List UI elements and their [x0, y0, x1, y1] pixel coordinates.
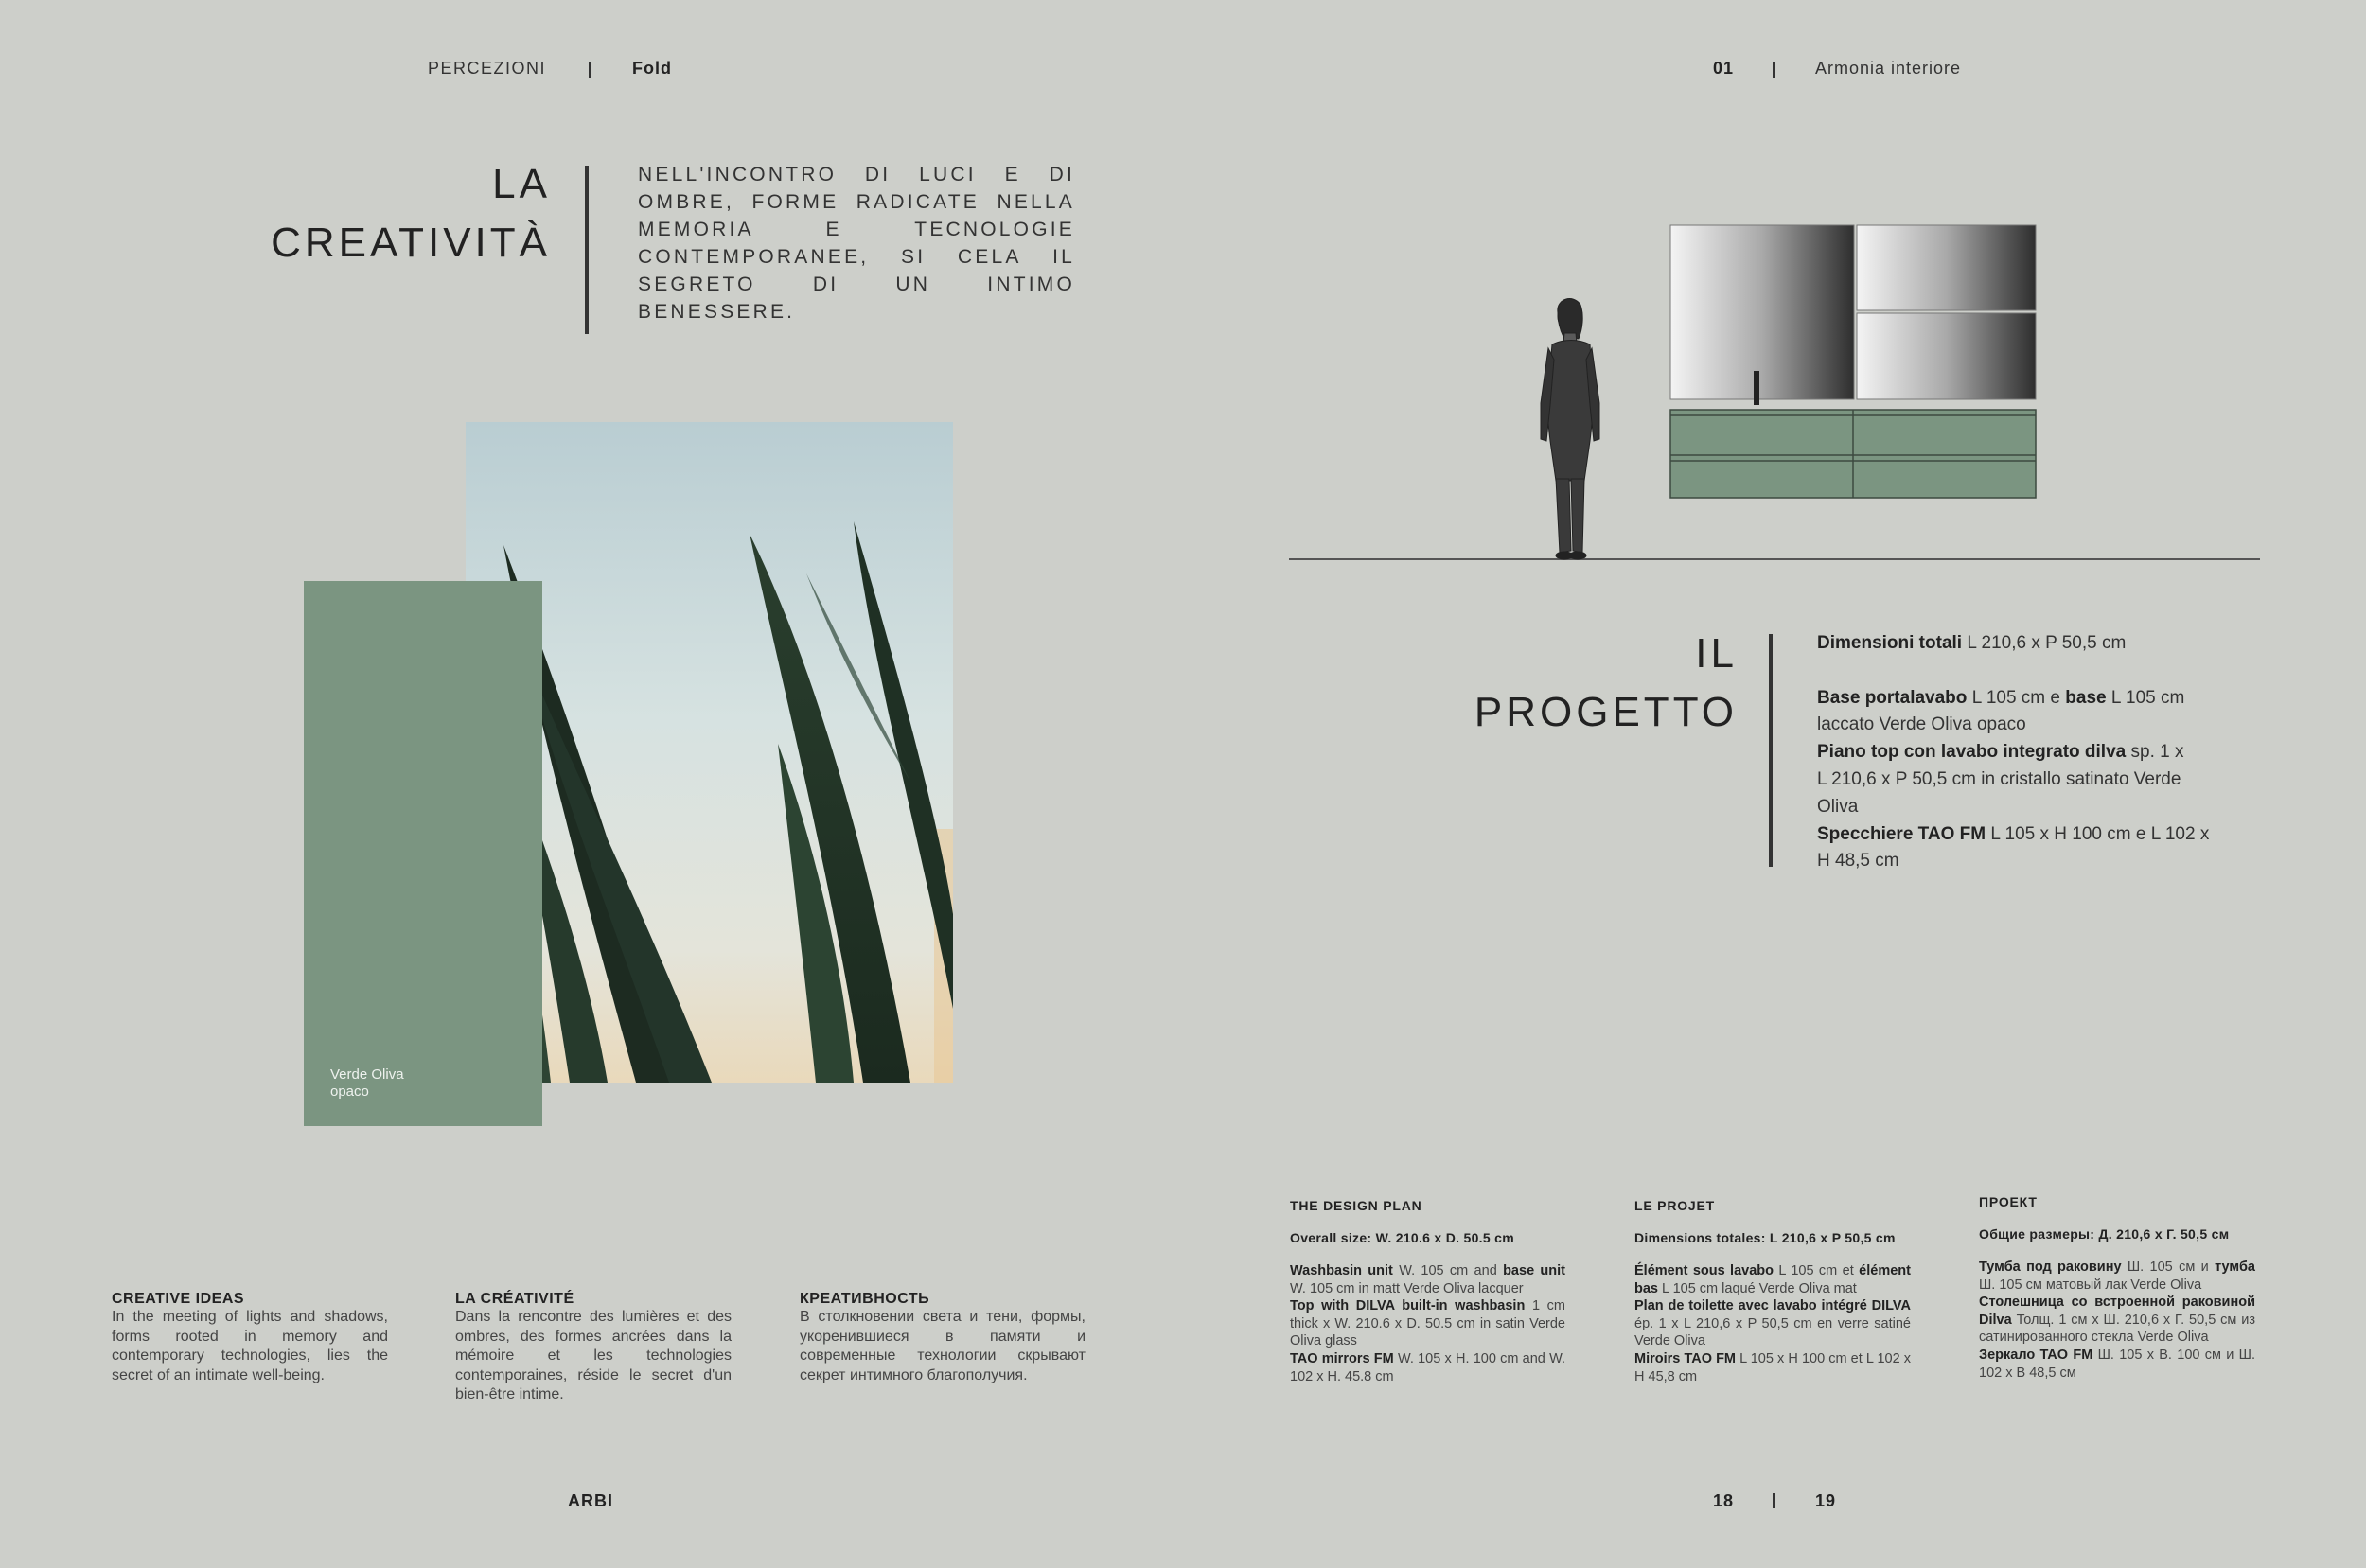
- spec-value: ép. 1 x L 210,6 x P 50,5 cm en verre satiné Verde Oliva: [1634, 1315, 1911, 1349]
- design-plan-fr: [1634, 1198, 1911, 1385]
- chapter-title: Armonia interiore: [1815, 59, 1962, 78]
- intro-text: NELL'INCONTRO DI LUCI E DI OMBRE, FORME RADICATE NELLA MEMORIA E TECNOLOGIE CONTEMPORANEE, SI CELA IL SEGRETO DI UN INTIMO BENESSERE.: [638, 164, 1075, 323]
- human-figure: [1541, 299, 1599, 559]
- header-separator: [1773, 62, 1775, 78]
- subsection-label: Fold: [632, 59, 672, 78]
- spec-value: L 105 cm e: [1971, 687, 2060, 708]
- spec-value: L 105 cm et: [1778, 1263, 1854, 1278]
- product-illustration: [1289, 218, 2260, 596]
- page-number-right: 19: [1815, 1491, 1837, 1510]
- spec-value: W. 105 cm in matt Verde Oliva lacquer: [1290, 1280, 1524, 1296]
- spec-label: Столешница со встроенной раковиной Dilva: [1979, 1295, 2255, 1328]
- spec-value: W. 105 cm and: [1399, 1263, 1497, 1278]
- spec-value: L 210,6 x P 50,5 cm: [1967, 633, 2127, 653]
- page-title: [227, 155, 551, 273]
- mirror-large: [1670, 225, 1854, 399]
- mirror-bottom: [1857, 313, 2036, 399]
- column-title: THE DESIGN PLAN: [1290, 1198, 1422, 1213]
- spec-mirror: [1817, 821, 2252, 876]
- spec-label: Washbasin unit: [1290, 1263, 1393, 1278]
- overall-size: Overall size: W. 210.6 x D. 50.5 cm: [1290, 1230, 1514, 1245]
- spec-value: H 48,5 cm: [1817, 851, 1899, 872]
- spec-label: Élément sous lavabo: [1634, 1263, 1774, 1278]
- text-column-en: [112, 1291, 388, 1385]
- spec-value: Oliva: [1817, 796, 1859, 817]
- spec-value: L 105 cm laqué Verde Oliva mat: [1662, 1280, 1857, 1296]
- project-title: [1420, 625, 1738, 742]
- header-separator: [589, 62, 592, 78]
- spec-label: Piano top con lavabo integrato dilva: [1817, 742, 2127, 763]
- spec-block: [1817, 630, 2252, 875]
- swatch-label-line-2: opaco: [330, 1084, 369, 1100]
- column-text: В столкновении света и тени, формы, укоренившиеся в памяти и современные технологии скрывают секрет интимного благополучия.: [800, 1309, 1086, 1383]
- color-swatch: [304, 581, 542, 1126]
- title-line-1: LA: [492, 161, 551, 207]
- column-text: In the meeting of lights and shadows, forms rooted in memory and contemporary technologies, lies the secret of an intimate well-being.: [112, 1309, 388, 1383]
- spec-value: L 105 x H 100 cm et L 102 x H 45,8 cm: [1634, 1350, 1912, 1384]
- spec-label: тумба: [2215, 1260, 2255, 1275]
- spec-value: Ш. 105 см матовый лак Verde Oliva: [1979, 1277, 2202, 1293]
- title-line-2: CREATIVITÀ: [271, 220, 551, 266]
- spec-label: Specchiere TAO FM: [1817, 823, 1986, 844]
- spec-value: laccato Verde Oliva opaco: [1817, 714, 2026, 735]
- swatch-label-line-1: Verde Oliva: [330, 1066, 404, 1083]
- text-column-ru: [800, 1291, 1086, 1385]
- spec-label: élément bas: [1634, 1263, 1911, 1296]
- spec-label: Dimensioni totali: [1817, 633, 1963, 653]
- spec-label: TAO mirrors FM: [1290, 1350, 1394, 1366]
- faucet: [1754, 371, 1759, 405]
- spec-top: [1817, 739, 2252, 820]
- spec-value: W. 105 x H. 100 cm and W. 102 x H. 45.8 cm: [1290, 1350, 1566, 1384]
- column-text: Dans la rencontre des lumières et des ombres, des formes ancrées dans la mémoire et les technologies contemporaines, réside le secret d'un bien-être intime.: [455, 1309, 732, 1402]
- spec-value: L 105 cm: [2110, 687, 2185, 708]
- column-text: [1634, 1262, 1911, 1385]
- overall-size: Dimensions totales: L 210,6 x P 50,5 cm: [1634, 1230, 1896, 1245]
- column-title: LA CRÉATIVITÉ: [455, 1291, 574, 1307]
- column-title: CREATIVE IDEAS: [112, 1291, 245, 1307]
- spec-value: Толщ. 1 см х Ш. 210,6 х Г. 50,5 см из сатинированного стекла Verde Oliva: [1979, 1312, 2256, 1346]
- page-number-separator: [1773, 1493, 1775, 1508]
- section-label: PERCEZIONI: [428, 59, 547, 78]
- title-line-2: PROGETTO: [1474, 689, 1738, 735]
- spec-total: [1817, 630, 2252, 658]
- spec-value: Ш. 105 см и: [2127, 1260, 2209, 1275]
- brand-footer: ARBI: [568, 1491, 613, 1510]
- spec-label: Top with DILVA built-in washbasin: [1290, 1298, 1526, 1314]
- spec-label: Base portalavabo: [1817, 687, 1968, 708]
- column-text: [1290, 1262, 1565, 1385]
- design-plan-en: [1290, 1198, 1565, 1385]
- mirror-top: [1857, 225, 2036, 310]
- column-title: КРЕАТИВНОСТЬ: [800, 1291, 930, 1307]
- spec-value: sp. 1 x: [2130, 742, 2184, 763]
- chapter-number: 01: [1713, 59, 1735, 78]
- spec-value: L 210,6 x P 50,5 cm in cristallo satinato Verde: [1817, 768, 2181, 789]
- spec-value: Ш. 105 х В. 100 см и Ш. 102 х В 48,5 см: [1979, 1347, 2255, 1381]
- overall-size: Общие размеры: Д. 210,6 x Г. 50,5 см: [1979, 1226, 2230, 1242]
- title-divider: [585, 166, 589, 334]
- design-plan-ru: [1979, 1194, 2255, 1382]
- column-text: [1979, 1259, 2255, 1382]
- page-number-left: 18: [1713, 1491, 1735, 1510]
- spec-label: base unit: [1503, 1263, 1566, 1278]
- swatch-label: [330, 1066, 404, 1101]
- spec-label: Miroirs TAO FM: [1634, 1350, 1737, 1366]
- spec-base: [1817, 685, 2252, 740]
- text-column-fr: [455, 1291, 732, 1405]
- spec-label: base: [2065, 687, 2107, 708]
- spec-value: L 105 x H 100 cm e L 102 x: [1990, 823, 2210, 844]
- column-title: LE PROJET: [1634, 1198, 1715, 1213]
- spec-label: Plan de toilette avec lavabo intégré DILVA: [1634, 1298, 1911, 1314]
- spec-label: Зеркало TAO FM: [1979, 1347, 2093, 1363]
- title-line-1: IL: [1695, 630, 1738, 677]
- spec-label: Тумба под раковину: [1979, 1260, 2122, 1275]
- column-title: ПРОЕКТ: [1979, 1194, 2038, 1209]
- spec-value: 1 cm thick x W. 210.6 x D. 50.5 cm in satin Verde Oliva glass: [1290, 1298, 1565, 1349]
- title-divider: [1769, 634, 1773, 867]
